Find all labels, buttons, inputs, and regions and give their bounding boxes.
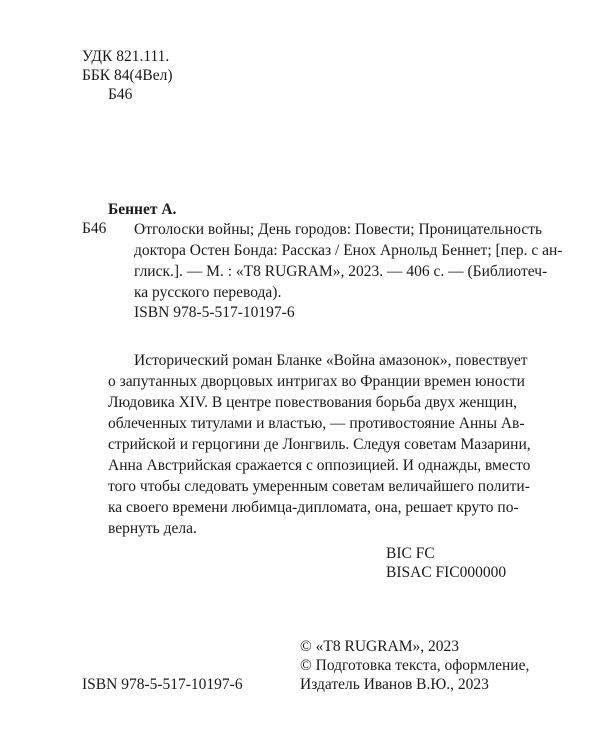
annotation-line: стрийской и герцогини де Лонгвиль. Следуя советам Мазарини, xyxy=(108,436,531,453)
copyright-line: © «T8 RUGRAM», 2023 xyxy=(300,638,460,655)
udk-code: УДК 821.111. xyxy=(82,48,170,65)
bibliography-line: Отголоски войны; День городов: Повести; Проницательность xyxy=(134,221,543,238)
copyright-line: © Подготовка текста, оформление, xyxy=(300,657,530,674)
bibliography-description xyxy=(134,219,563,303)
author-name: Беннет А. xyxy=(108,201,177,218)
annotation-line: облеченных титулами и властью, — противостояние Анны Ав- xyxy=(108,415,525,432)
bisac-code: BISAC FIC000000 xyxy=(386,564,507,581)
annotation-line: Людовика XIV. В центре повествования борьба двух женщин, xyxy=(108,394,518,411)
annotation-line: Исторический роман Бланке «Война амазонок», повествует xyxy=(134,352,528,369)
bibliography-line: доктора Остен Бонда: Рассказ / Енох Арнольд Беннет; [пер. с ан- xyxy=(134,242,563,259)
footer-isbn: ISBN 978-5-517-10197-6 xyxy=(82,676,243,693)
annotation-line: ка своего времени любимца-дипломата, она, решает круто по- xyxy=(108,499,519,516)
bibliography-mark: Б46 xyxy=(82,220,107,237)
author-mark: Б46 xyxy=(108,86,133,103)
copyright-line: Издатель Иванов В.Ю., 2023 xyxy=(300,676,489,693)
bibliography-isbn: ISBN 978-5-517-10197-6 xyxy=(134,304,295,321)
copyright-notice xyxy=(300,637,529,694)
annotation-line: Анна Австрийская сражается с оппозицией. И однажды, вместо xyxy=(108,457,531,474)
bic-code: BIC FC xyxy=(386,545,435,562)
annotation-line: вернуть дела. xyxy=(108,520,197,537)
annotation-line: о запутанных дворцовых интригах во Франции времен юности xyxy=(108,373,525,390)
bibliography-line: глиск.]. — М. : «T8 RUGRAM», 2023. — 406 с. — (Библиотеч- xyxy=(134,263,548,280)
bbk-code: ББК 84(4Вел) xyxy=(82,67,173,84)
bibliography-line: ка русского перевода). xyxy=(134,284,282,301)
annotation-line: того чтобы следовать умеренным советам величайшего полити- xyxy=(108,478,530,495)
annotation xyxy=(108,350,531,539)
